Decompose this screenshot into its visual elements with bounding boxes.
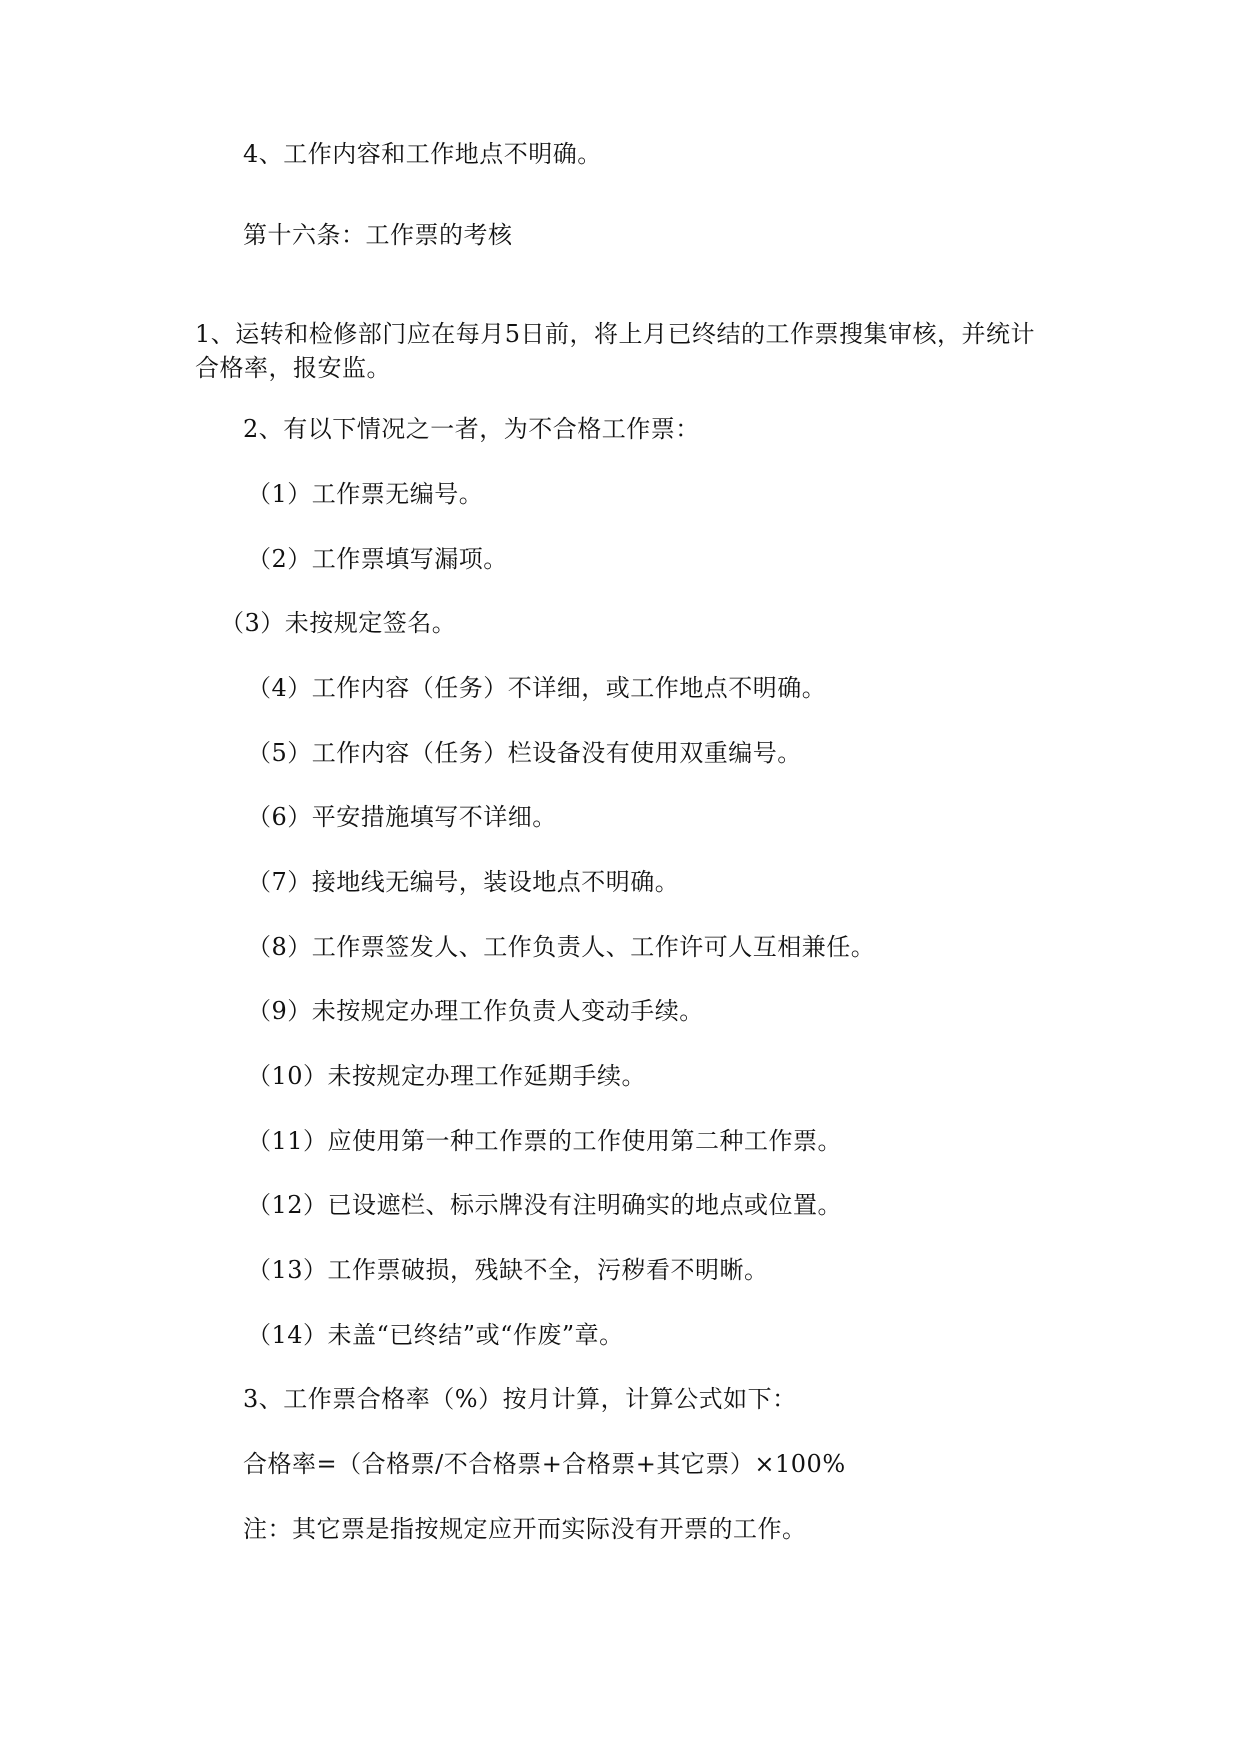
clause-1-line-1: 1、运转和检修部门应在每月5日前，将上月已终结的工作票搜集审核，并统计 xyxy=(195,320,1036,348)
note: 注：其它票是指按规定应开而实际没有开票的工作。 xyxy=(243,1515,807,1543)
clause-1-paragraph xyxy=(195,317,1035,385)
clause-2-intro: 2、有以下情况之一者，为不合格工作票： xyxy=(243,415,700,443)
clause-3-intro: 3、工作票合格率（%）按月计算，计算公式如下： xyxy=(243,1385,797,1413)
clause-1-line-2: 合格率，报安监。 xyxy=(195,354,391,382)
list-item: （9）未按规定办理工作负责人变动手续。 xyxy=(247,997,704,1025)
article-16-heading: 第十六条：工作票的考核 xyxy=(243,221,513,249)
formula: 合格率=（合格票/不合格票+合格票+其它票）×100% xyxy=(243,1450,846,1478)
list-item: （8）工作票签发人、工作负责人、工作许可人互相兼任。 xyxy=(247,933,876,961)
list-item: （5）工作内容（任务）栏设备没有使用双重编号。 xyxy=(247,739,802,767)
list-item: （11）应使用第一种工作票的工作使用第二种工作票。 xyxy=(247,1127,843,1155)
list-item: （1）工作票无编号。 xyxy=(247,480,484,508)
list-item: （3）未按规定签名。 xyxy=(220,609,457,637)
list-item: （6）平安措施填写不详细。 xyxy=(247,803,557,831)
list-item: （12）已设遮栏、标示牌没有注明确实的地点或位置。 xyxy=(247,1191,843,1219)
list-item: （7）接地线无编号，装设地点不明确。 xyxy=(247,868,680,896)
list-item: （2）工作票填写漏项。 xyxy=(247,545,508,573)
list-item: （13）工作票破损，残缺不全，污秽看不明晰。 xyxy=(247,1256,769,1284)
list-item: （14）未盖“已终结”或“作废”章。 xyxy=(247,1321,624,1349)
list-item: （4）工作内容（任务）不详细，或工作地点不明确。 xyxy=(247,674,827,702)
item-4-line: 4、工作内容和工作地点不明确。 xyxy=(243,140,602,168)
list-item: （10）未按规定办理工作延期手续。 xyxy=(247,1062,647,1090)
